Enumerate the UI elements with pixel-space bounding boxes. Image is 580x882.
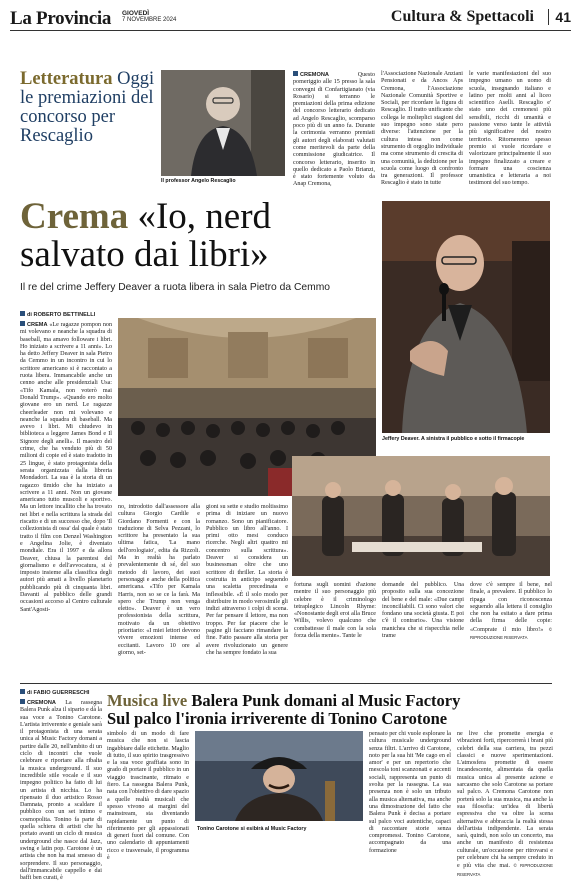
section-divider <box>20 683 552 684</box>
main-article-kicker: Crema <box>20 196 129 237</box>
top-article-dateline: CREMONA <box>300 72 329 78</box>
deaver-photo-caption: Jeffery Deaver. A sinistra il pubblico e sotto il firmacopie <box>382 436 525 442</box>
top-article-title <box>20 70 155 146</box>
main-article-col3 <box>206 504 288 676</box>
carotone-image <box>195 731 363 821</box>
main-article-col2 <box>118 504 200 676</box>
main-article-byline <box>20 311 95 318</box>
bottom-article-kicker: Musica live <box>107 691 188 710</box>
bullet-square-icon <box>293 71 298 76</box>
top-article-text-1: Questo pomeriggio alle 15 presso la sala convegni di Confartigianato (via Rosario) si terranno le premiazioni della prima edizione del concorso letterario dedicato ad Angelo Rescaglio, scomparso poco più di un anno fa. Durante la cerimonia verranno premiati gli autori degli elaborati valutati come meritevoli da parte della commissione giudicatrice. Il concorso letterario, inserito in quello dedicato a Paolo Brianzi, è stato fortemente voluto da Anap Cremona, <box>293 72 375 188</box>
bottom-article-col4 <box>457 731 553 877</box>
main-article-col6 <box>470 582 552 676</box>
main-article-dateline: CREMA <box>27 322 48 328</box>
bottom-article-copyright: © RIPRODUZIONE RISERVATA <box>457 863 553 877</box>
carotone-photo-caption: Tonino Carotone si esibirà al Music Factory <box>197 826 307 832</box>
main-article-text-5: domande del pubblico. Una proposito sulla sua concezione del bene e del male: «Due campi inconciliabili. Ci sono valori che fondano una società giusta. E poi c'è il contrario». Una visione manichea che si rispecchia nelle trame <box>382 582 464 640</box>
main-article-text-6: dove c'è sempre il bene, nel finale, a prevalere. Il pubblico lo ripaga con riconoscenza seguendo alla lettera il consiglio che non ha esitato a dare prima della firma delle copie: «Comprate il mio libro!» <box>470 582 552 633</box>
book-signing-photo <box>292 456 550 576</box>
portrait-image <box>161 70 285 176</box>
top-article-text-3: le varie manifestazioni del suo impegno umano un uomo di scuola, insegnando italiano e latino per molti anni al liceo scientifico Aselli. Rescaglio e' stato uno dei cremonesi più sensibili, ricchi di umanità e passione verso tante le attività più significative del nostro territorio. Ritorneremo spesso premio si vuole ricordare e valorizzare principalmente il suo impegno finalizzato a creare e formare una coscienza umanistica e letteraria a noi testimoni del suo tempo. <box>469 71 551 187</box>
bottom-article-headline-2: Sul palco l'ironia irriverente di Tonino Carotone <box>107 709 448 728</box>
issue-date-text: 7 NOVEMBRE 2024 <box>122 17 177 23</box>
bottom-article-headline-1: Balera Punk domani al Music Factory <box>191 691 461 710</box>
main-article-headline: «Io, nerd salvato dai libri» <box>20 196 272 275</box>
bottom-article-dateline: CREMONA <box>27 700 56 706</box>
bullet-square-icon <box>20 321 25 326</box>
rescaglio-photo <box>161 70 285 176</box>
main-article-copyright: © RIPRODUZIONE RISERVATA <box>470 626 552 641</box>
main-article-title <box>20 198 370 274</box>
bottom-article-col3 <box>369 731 451 854</box>
book-signing-image <box>292 456 550 576</box>
bottom-article-col2 <box>107 731 189 862</box>
main-article-subtitle: Il re del crime Jeffery Deaver a ruota libera in sala Pietro da Cemmo <box>20 282 330 293</box>
bottom-article-title <box>107 692 567 709</box>
top-article-headline: Oggi le premiazioni del concorso per Rescaglio <box>20 69 155 146</box>
bottom-article-text-4: ne live che promette energia e vibrazioni forti, ripercorrerà i brani più celebri della sua carriera, tra pezzi classici e nuove sperimentazioni. L'atmosfera promette di essere incandescente, alimentata da quella musica unica al presente azione e sarcasmo che solo Carotone sa portare sul palco. A Cremona Carotone non porterà solo la sua musica, ma anche la sua filosofia: un'idea di libertà espressiva che va oltre la scena alternativa e abbraccia la realtà stessa dell'artista indipendente. La serata sarà, quindi, non solo un concerto, ma anche un manifesto di resistenza culturale, un'occasione per ritrovarsi e per celebrare chi ha sempre creduto in e più vita che mai. <box>457 731 553 870</box>
bottom-article-text-1: La rassegna Balera Punk alza il sipario e dà la sua voce a Tonino Carotone. L'artista irriverente e geniale sarà il protagonista di una serata unica al Music Factory domani a partire dalle 20, nell'ambito di un ciclo di incontri che vuole celebrare e riportare alla ribalta la musica underground. Il suo incredibile stile vocale e il suo impegno politico ha fatto di lui un artista di nicchia. Lo ha ripensato il duo artistico Rosso Damnata, pronto a scaldare il pubblico con un set intimo e cosmopolita. Tonino fa parte di quella schiera di artisti che ha portato avanti un ciclo di musica underground che nasce dal Jazz, swing e latin pop. Carotone è un artista che non ha mai smesso di sorprendere. Il suo personaggio, dall'immancabile cappello e dai baffi ben curati, è <box>20 700 102 882</box>
bottom-article-text-3: pensato per chi vuole esplorare la cultura musicale underground senza filtri. L'arrivo di Carotone, noto per la sua hit 'Me cago en el amor' e per un repertorio che mescola toni scanzonati e accenti sociali, rappresenta un punto di svolta per la rassegna. La sua presenza non è solo un tributo alla musica alternativa, ma anche una dimostrazione del fatto che Balera Punk è decisa a portare sul palco voci autentiche, capaci di raccontare storie senza compromessi. Tonino Carotone, accompagnato da una formazione <box>369 731 451 854</box>
bottom-article-byline <box>20 689 89 696</box>
deaver-portrait-photo <box>382 201 550 433</box>
bottom-article-text-2: simbolo di un modo di fare musica che non si lascia ingabbiare dalle etichette. Maglio di tutto, il suo spirito trasgressivo e la sua voce graffiata sono in grado di portare il pubblico in un viaggio trascinante, ritmato e fiero. La rassegna Balera Punk, nata con l'obiettivo di dare spazio a quelle realtà musicali che spesso vivono ai margini del mainstream, sta diventando rapidamente un punto di riferimento per gli appassionati di generi fuori dal comune. Con uno calendario di appuntamenti ricco e trasversale, il programma è <box>107 731 189 862</box>
section-title: Cultura & Spettacoli <box>390 8 534 25</box>
bottom-article-col1 <box>20 699 102 882</box>
top-article-kicker: Letteratura <box>20 69 113 89</box>
bottom-byline-text: di FABIO GUERRESCHI <box>27 690 90 696</box>
main-article-col1 <box>20 321 112 676</box>
deaver-image <box>382 201 550 433</box>
top-article-text-2: l'Associazione Nazionale Anziani Pensionati e da Ancos Aps Cremona, l'Associazione Nazionale Comunità Sportive e Sociali, per ricordare la figura di Rescaglio. Il tratto unificante che collega le molteplici stagioni del suo impegno sono state pero diverse: l'attenzione per la cultura intesa non come strumento di orgoglio individuale ma come strumento di crescita di una comunità, la dedizione per la scuola come luogo di confronto tra generazioni. Il professor Rescaglio è stato in tutte <box>381 71 463 187</box>
rescaglio-photo-caption: Il professor Angelo Rescaglio <box>161 178 236 184</box>
main-article-text-3: gioni su sette e studio moltissimo prima di iniziare un nuovo romanzo. Sono un pianificatore. Pubblico un libro all'anno. I primi otto mesi conduco ricerche. Negli altri quattro mi concentro sulla scrittura». Deaver si considera un businessman oltre che uno scrittore di thriller. La storia è costruita in anticipo seguendo una scaletta precedinata e inflessibile. «È il solo modo per distribuire in modo verosimile gli indizi attraverso i colpi di scena. Per far pensare il lettore, ma non troppo. Per far piacere che le pagine gli facciano rimandare la fine. Fatto passare alla storia per avere rivoluzionato un genere che ha sempre fondato la sua <box>206 504 288 656</box>
main-article-text-2: no, introdotto dall'assessore alla cultura Giorgio Cardile e Giordano Formenti e con la traduzione di Selva Pezzani, lo scrittore ha presentato la sua ultima fatica, 'La mano dell'orologiaio', edita da Rizzoli. Ma in realtà ha parlato prevalentemente di sé, del suo metodo di lavoro, dei suoi personaggi e anche della politica americana. «Tifo per Kamala Harris, non so se ce la farà. Ma spero che Trump non venga eletto». Deaver è un vero professionista della scrittura, motivato da un obiettivo prioritario: «I miei lettori devono vivere emozioni intense ed eccitanti. Lavoro 10 ore al giorno, set- <box>118 504 200 656</box>
newspaper-logo: La Provincia <box>10 8 112 29</box>
main-article-col5 <box>382 582 464 676</box>
top-article-col2 <box>381 71 463 191</box>
bullet-square-icon <box>20 689 25 694</box>
header-rule <box>10 30 571 31</box>
main-article-text-1: «Le ragazze pompon non mi volevano e neanche la squadra di baseball, ma amavo followare i libri. Ho iniziato a scrivere a 11 anni». Lo ha detto Jeffery Deaver in sala Pietro da Cemmo in un incontro in cui lo scrittore americano si è raccontato a ruota libera. Immancabile anche un cenno anche alle presidenziali Usa: «Tifo Kamala, non voterò mai Donald Trump». «Quando ero molto giovane ero un nerd. Le ragazze cheerleader non mi volevano e neanche la squadra di baseball. Ma avevo i libri. Mi chiudevo in biblioteca a leggere James Bond e Il Signore degli anelli». Il maestro del crime, che ha venduto più di 50 milioni di copie ed è stato tradotto in 25 lingue, è stato protagonista della serata organizzata dalla libreria Mondadori. La sua è la storia di un ragazzo timido che ha iniziato a scrivere a 11 anni. Non un giovane americano tutto muscoli e sportivo. Ma un lettore incallito che ha trovato nei libri e nella scrittura la strada del riscatto e di un successo che, dopo 'Il collezionista di ossa' dal quale è stato tratto il film con Denzel Washington e Angelina Jolie, è diventato mondiale. Era il 1997 e da allora Deaver, chiusa la parentesi del giornalismo e dell'avvocatura, si è imposto insieme alla classifica degli autori più amati a livello planetario pubblicando più di cinquanta libri. Davanti al pubblico delle grandi occasioni accorso al Centro culturale Sant'Agosti- <box>20 322 112 613</box>
bullet-square-icon <box>20 699 25 704</box>
main-byline-text: di ROBERTO BETTINELLI <box>27 312 96 318</box>
carotone-photo <box>195 731 363 821</box>
main-article-col4 <box>294 582 376 676</box>
page-number: 41 <box>548 9 571 25</box>
issue-date <box>122 10 176 24</box>
issue-day: GIOVEDÌ <box>122 10 150 17</box>
bullet-square-icon <box>20 311 25 316</box>
main-article-text-4: fortuna sugli uomini d'azione mentre il suo personaggio più celebre è il criminologo tetraplegico Lincoln Rhyme: «Nonostante degli eroi alla Bruce Willis, volevo qualcuno che combattesse il male con la sola forza della mente». Tante le <box>294 582 376 640</box>
top-article-col1 <box>293 71 375 191</box>
top-article-col3 <box>469 71 551 191</box>
